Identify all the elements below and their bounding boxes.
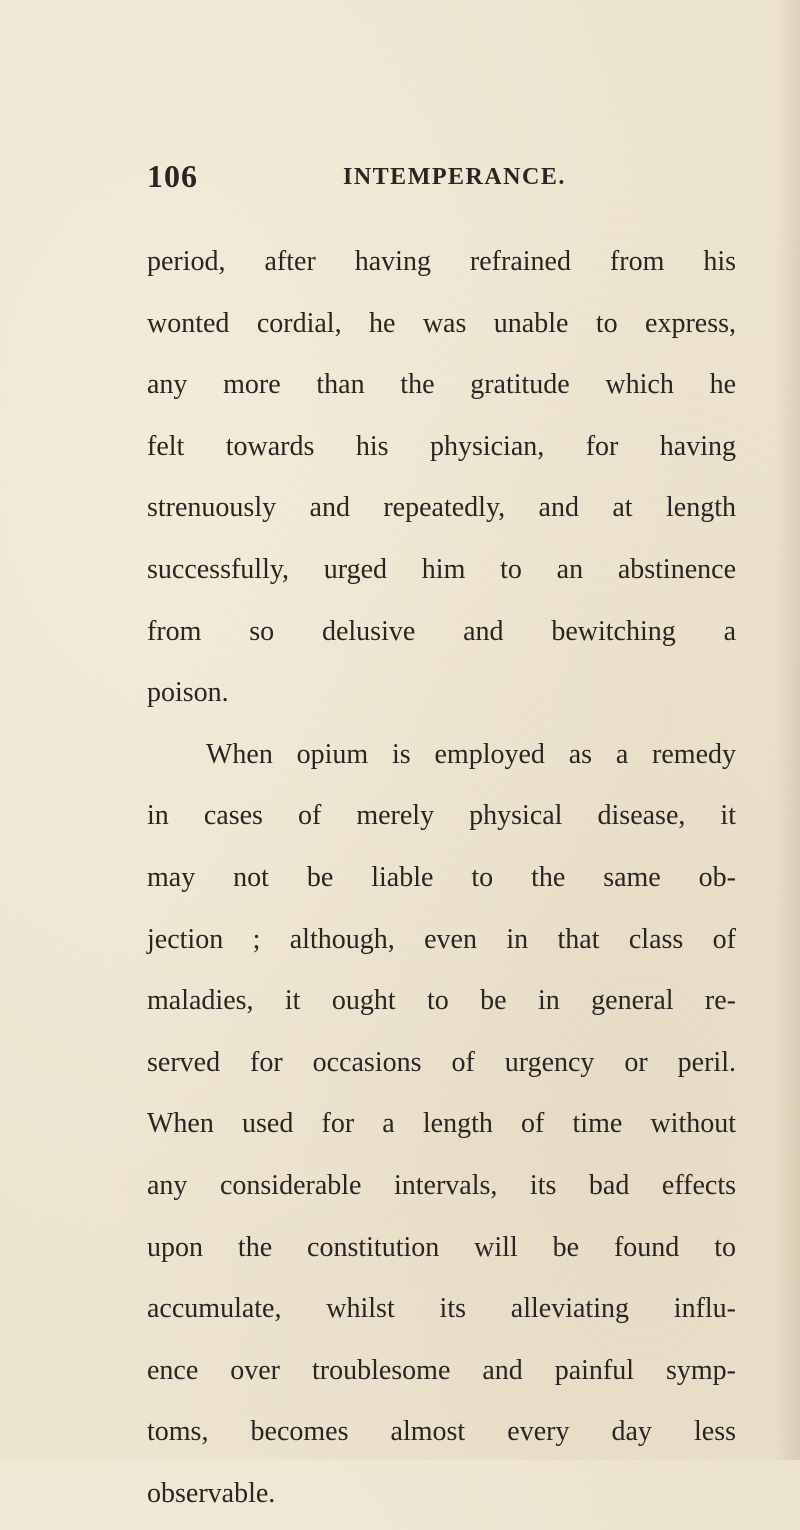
text-line: wonted cordial, he was unable to express, xyxy=(147,307,736,339)
text-line: served for occasions of urgency or peril. xyxy=(147,1046,736,1078)
text-line: ence over troublesome and painful symp- xyxy=(147,1354,736,1386)
text-line: may not be liable to the same ob- xyxy=(147,861,736,893)
text-line: in cases of merely physical disease, it xyxy=(147,800,736,832)
body-text xyxy=(147,237,736,1530)
text-line: When used for a length of time without xyxy=(147,1108,736,1140)
text-line: upon the constitution will be found to xyxy=(147,1231,736,1263)
text-line: any more than the gratitude which he xyxy=(147,369,736,401)
text-line: jection ; although, even in that class of xyxy=(147,923,736,955)
text-line: period, after having refrained from his xyxy=(147,246,736,277)
text-line: maladies, it ought to be in general re- xyxy=(147,985,736,1017)
text-line: accumulate, whilst its alleviating influ- xyxy=(147,1293,736,1325)
text-line: from so delusive and bewitching a xyxy=(147,615,736,647)
text-line: successfully, urged him to an abstinence xyxy=(147,553,736,585)
page-header xyxy=(147,158,747,198)
text-line: any considerable intervals, its bad effects xyxy=(147,1169,736,1201)
paragraph xyxy=(147,730,736,1530)
running-title: INTEMPERANCE. xyxy=(343,164,566,190)
text-line: observable. xyxy=(147,1477,276,1509)
text-line: felt towards his physician, for having xyxy=(147,430,736,462)
text-line: When opium is employed as a remedy xyxy=(206,738,736,770)
text-line: toms, becomes almost every day less xyxy=(147,1416,736,1448)
page-number: 106 xyxy=(147,158,198,194)
page-edge-shadow xyxy=(774,0,800,1460)
text-line: strenuously and repeatedly, and at length xyxy=(147,492,736,524)
paragraph xyxy=(147,237,736,730)
text-line: poison. xyxy=(147,677,229,709)
